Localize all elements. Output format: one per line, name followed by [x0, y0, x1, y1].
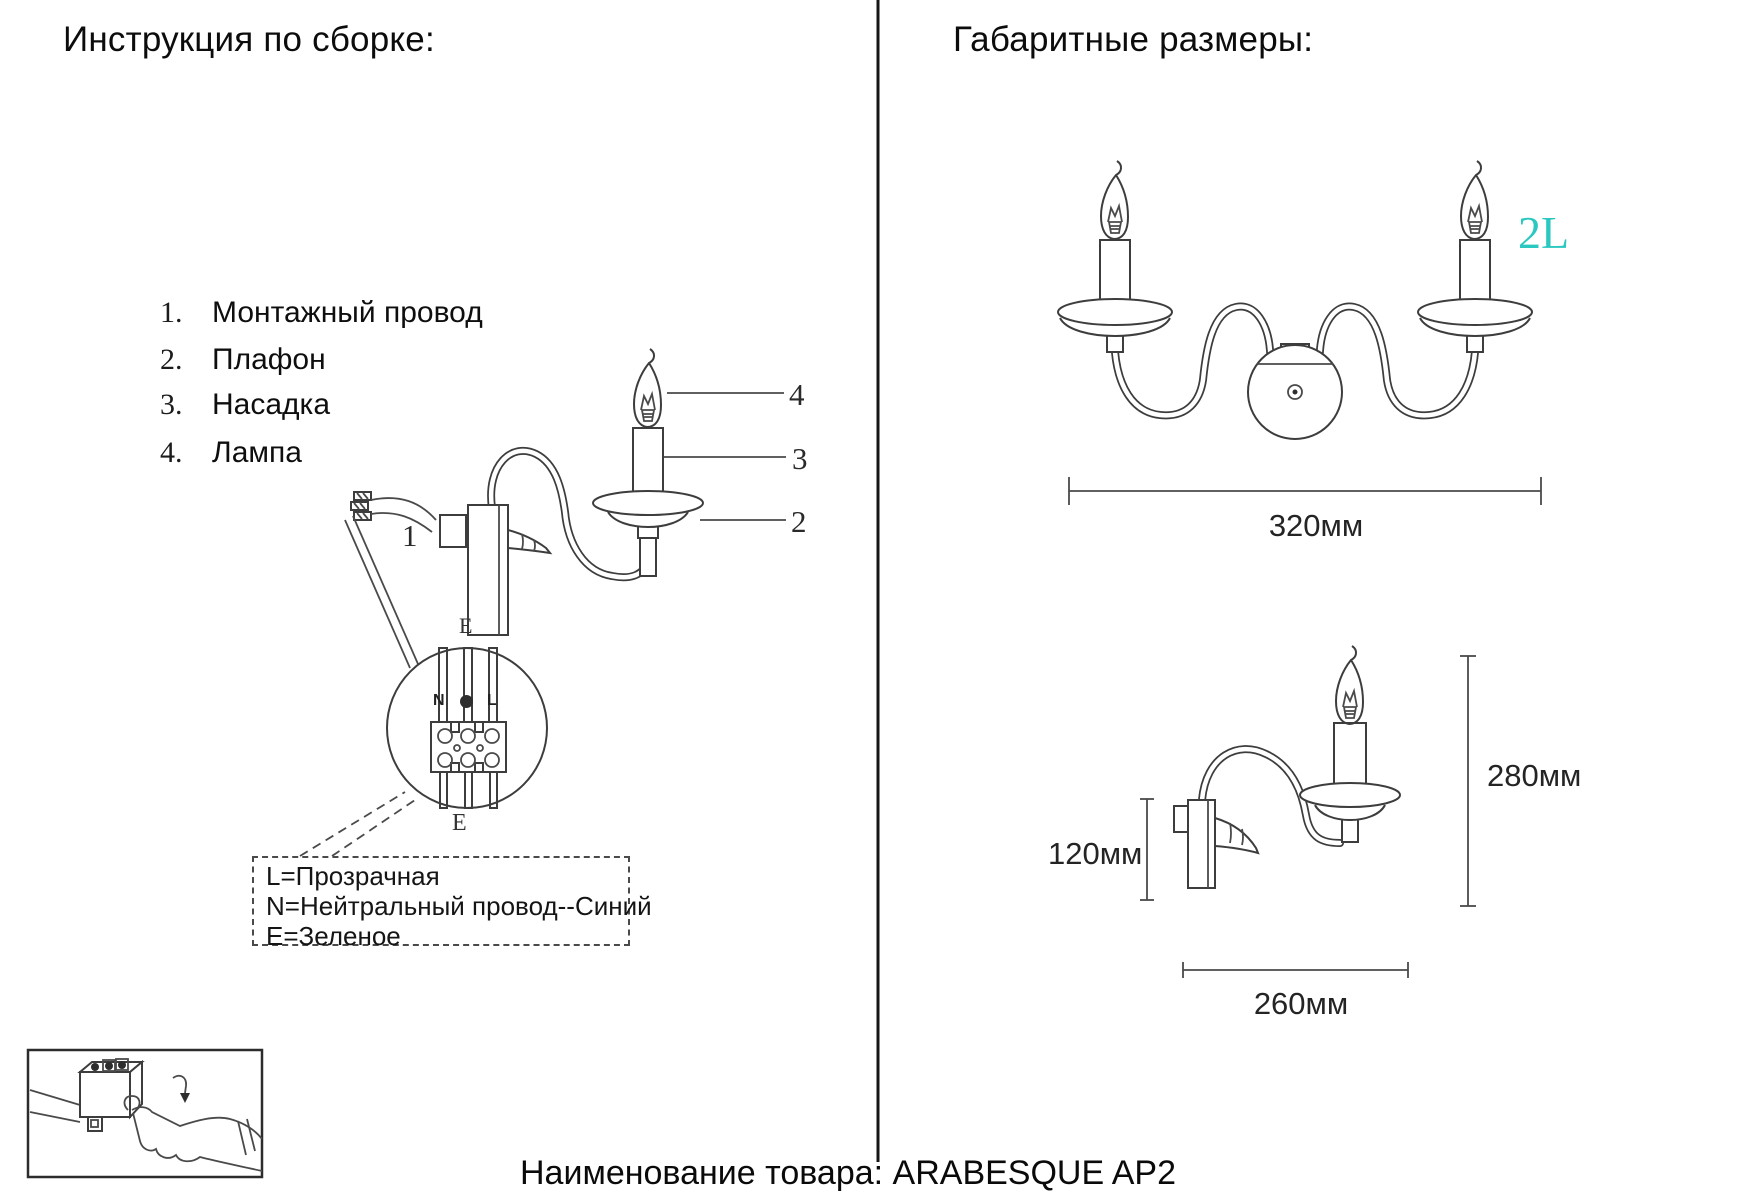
breaker-front: [80, 1072, 130, 1117]
legend-line-live: L=Прозрачная: [266, 861, 440, 891]
item-label: Монтажный провод: [212, 296, 483, 329]
callout-1-wire: 1: [402, 518, 418, 553]
item-number: 1.: [160, 296, 183, 329]
lamp-count-badge: 2L: [1518, 207, 1570, 258]
bobeche: [593, 491, 703, 515]
callout-2-shade: 2: [791, 504, 807, 539]
finial-cone-side: [1215, 818, 1258, 853]
product-name: Наименование товара: ARABESQUE AP2: [520, 1154, 1176, 1192]
list-item: [160, 296, 483, 330]
dim-depth-label: 260мм: [1253, 986, 1349, 1021]
legend-line-neutral: N=Нейтральный провод--Синий: [266, 891, 652, 921]
junction-box: [440, 515, 466, 547]
dimension-depth-260: [1183, 962, 1408, 978]
list-item: [160, 436, 302, 470]
front-view-drawing: [1058, 161, 1541, 505]
earth-symbol: [460, 695, 473, 708]
terminal-n-label: N: [433, 692, 445, 709]
assembly-drawing: [345, 349, 786, 668]
dim-total-height-label: 280мм: [1487, 758, 1582, 793]
legend-line-earth: E=Зеленое: [266, 921, 401, 951]
callout-3-nozzle: 3: [792, 441, 808, 476]
dimension-height-280: [1460, 656, 1476, 906]
finial-cone: [508, 530, 550, 553]
item-label: Лампа: [212, 436, 302, 469]
flame-bulb-icon: [634, 349, 661, 427]
item-number: 4.: [160, 436, 183, 469]
wall-bracket: [468, 505, 508, 635]
terminal-top-e-label: E: [459, 613, 473, 638]
dim-width-label: 320мм: [1268, 508, 1364, 543]
terminal-l-label: L: [487, 692, 497, 709]
item-number: 2.: [160, 343, 183, 376]
terminal-connection-illustration: [28, 1050, 262, 1177]
wall-bracket-side: [1188, 800, 1215, 888]
item-label: Насадка: [212, 388, 331, 421]
mounting-wire: [351, 492, 436, 532]
dimension-width-320: [1069, 477, 1541, 505]
list-item: [160, 388, 330, 422]
flame-bulb-icon: [1336, 646, 1363, 724]
flame-bulb-icon: [1101, 161, 1128, 239]
list-item: [160, 343, 326, 377]
item-number: 3.: [160, 388, 183, 421]
item-label: Плафон: [212, 343, 326, 376]
wire-color-legend: [252, 856, 652, 951]
terminal-bottom-e-label: E: [452, 810, 467, 836]
wiring-detail-circle: [300, 648, 547, 856]
callout-4-lamp: 4: [789, 377, 805, 412]
right-panel-title: Габаритные размеры:: [953, 20, 1314, 59]
candle-body: [633, 428, 663, 496]
side-view-drawing: [1140, 646, 1476, 978]
left-panel-title: Инструкция по сборке:: [63, 20, 435, 59]
dim-bracket-height-label: 120мм: [1048, 836, 1143, 871]
flame-bulb-icon: [1461, 161, 1488, 239]
